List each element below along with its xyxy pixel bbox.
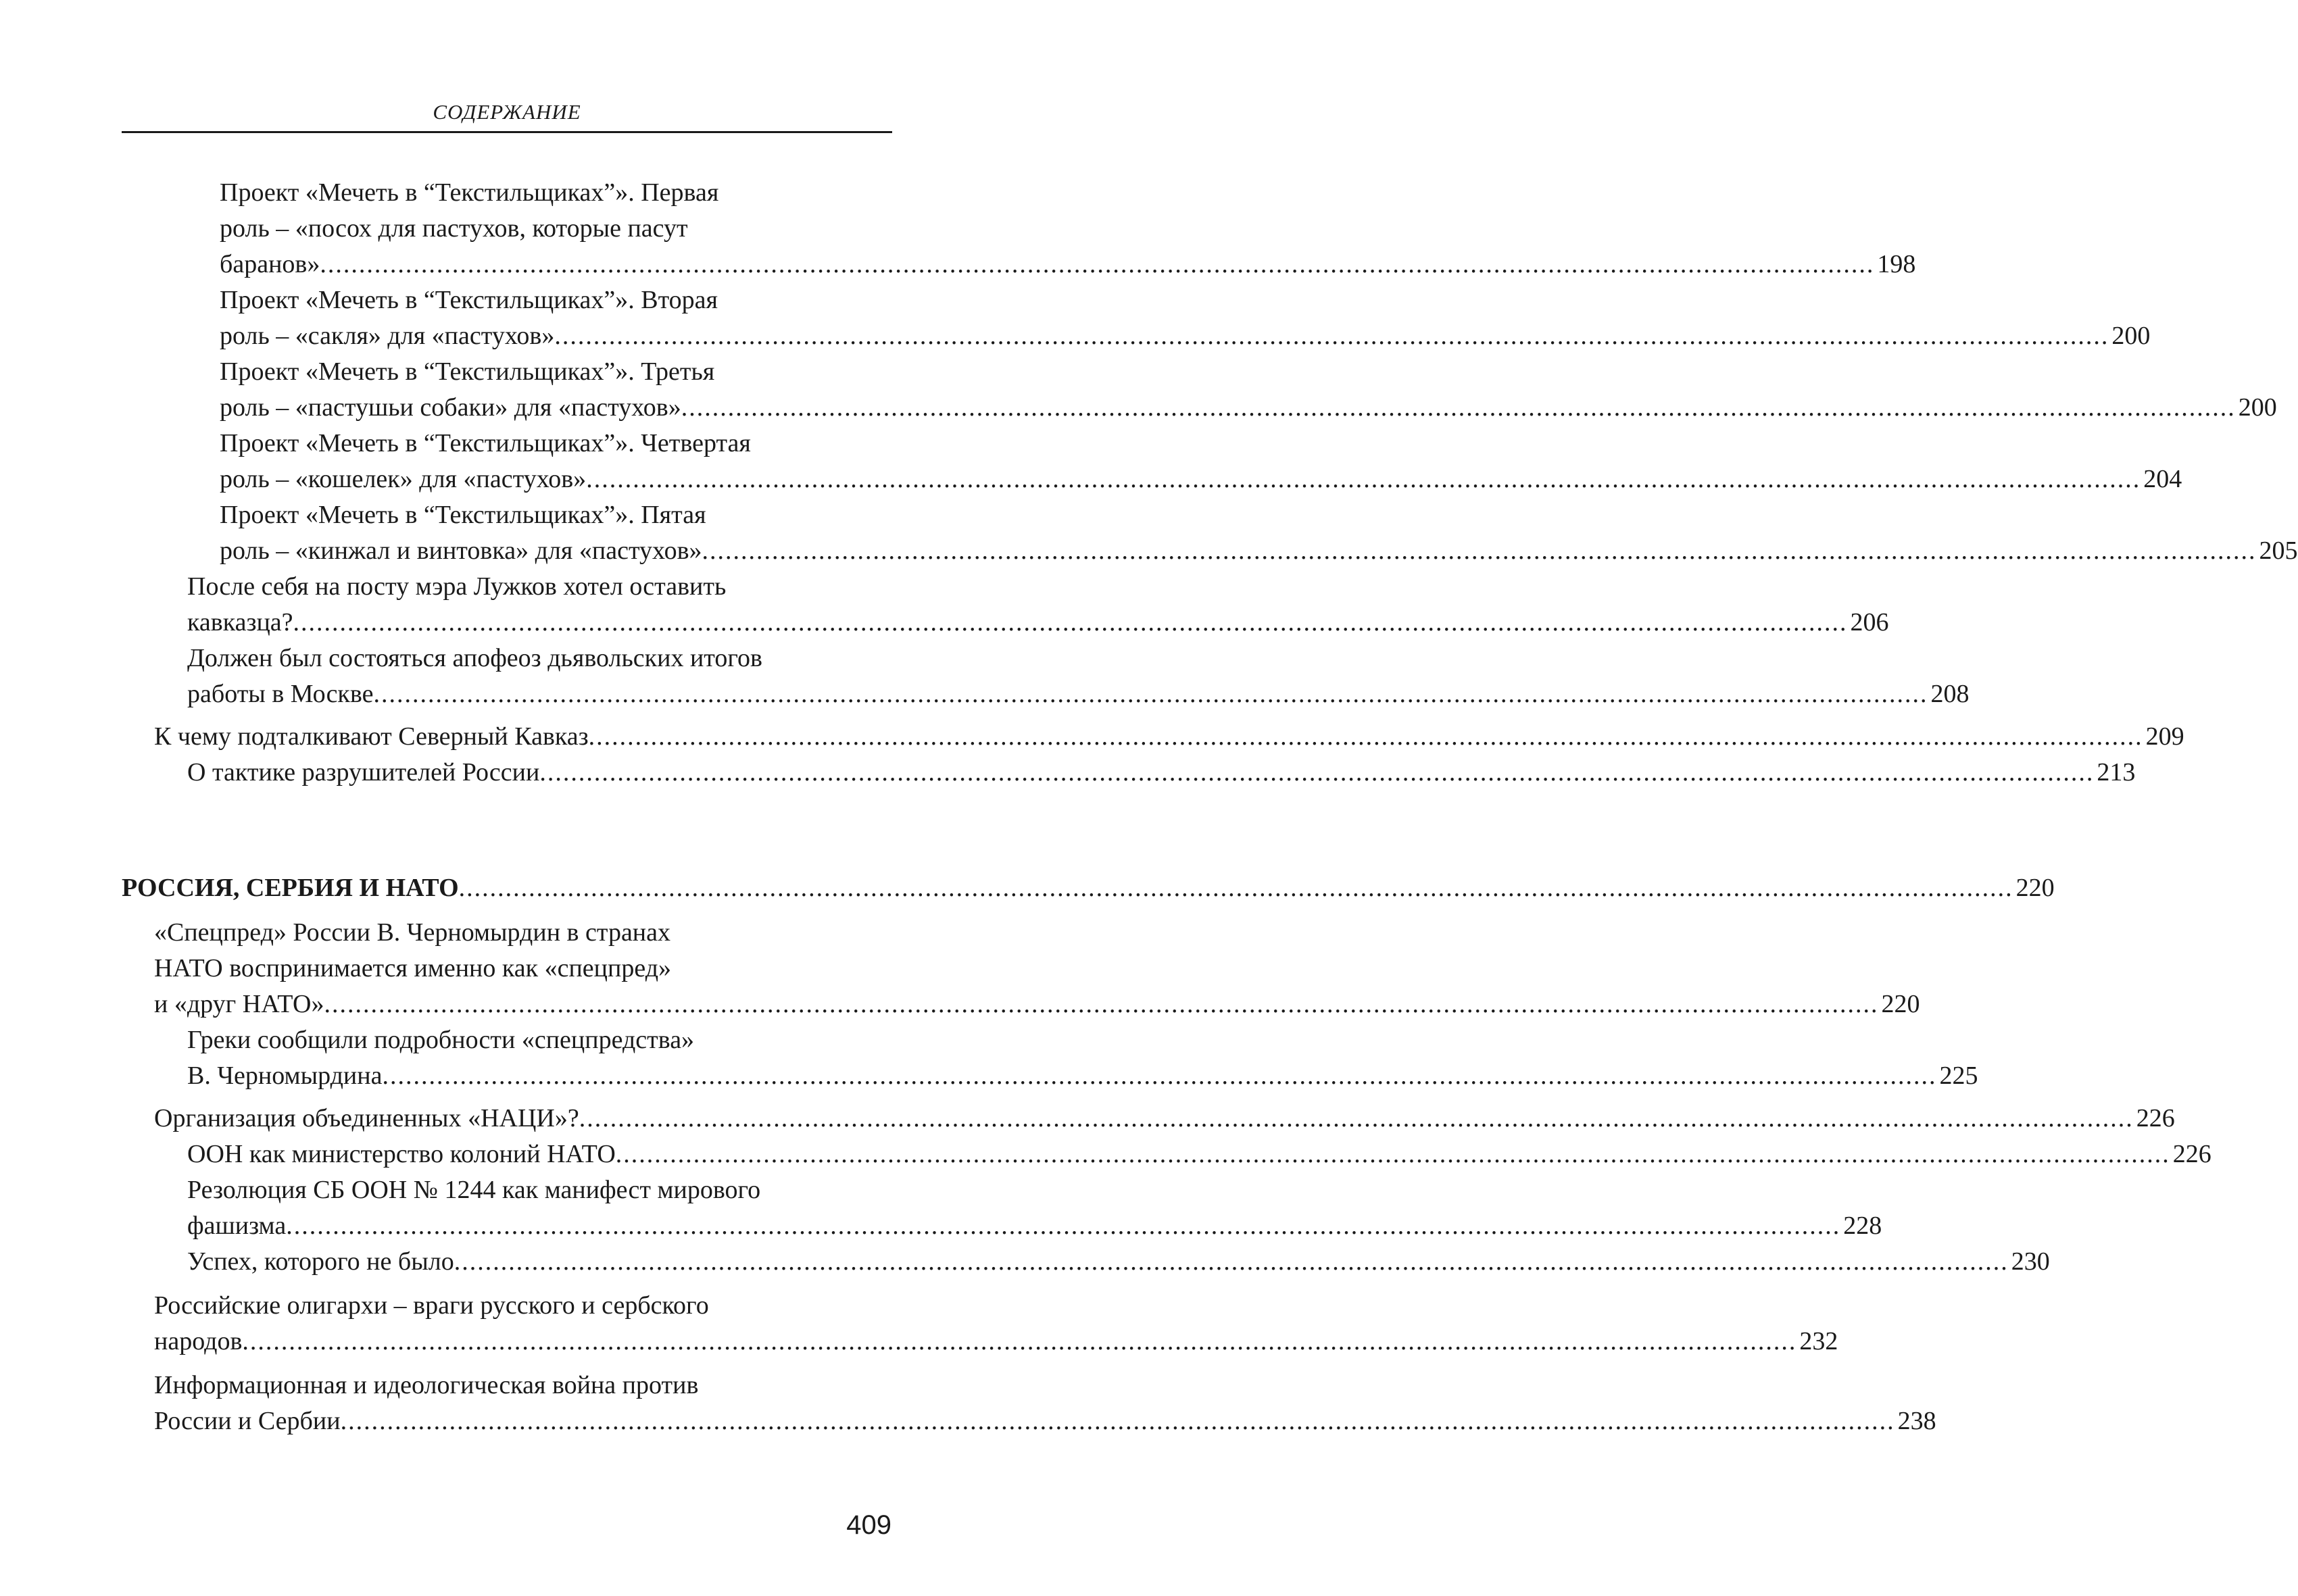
toc-entry bbox=[220, 354, 2277, 426]
toc-entry-title: Успех, которого не было bbox=[187, 1247, 454, 1276]
leader-dots: ........................................................................................................................................................................................................ bbox=[340, 1407, 1895, 1435]
leader-dots: ........................................................................................................................................................................................................ bbox=[382, 1062, 1937, 1090]
toc-entry bbox=[187, 755, 2136, 791]
toc-entry-title: фашизма bbox=[187, 1212, 287, 1240]
toc-entry-line: Проект «Мечеть в “Текстильщиках”». Четвертая bbox=[220, 429, 751, 457]
toc-entry-title: России и Сербии bbox=[154, 1407, 341, 1435]
toc-entry bbox=[154, 1101, 2175, 1137]
toc-page-number: 226 bbox=[2172, 1140, 2211, 1168]
toc-entry-title: В. Черномырдина bbox=[187, 1062, 383, 1090]
running-header: СОДЕРЖАНИЕ bbox=[433, 100, 581, 124]
toc-entry bbox=[220, 426, 2182, 497]
toc-page-number: 225 bbox=[1939, 1062, 1978, 1090]
toc-entry-line: Проект «Мечеть в “Текстильщиках”». Вторая bbox=[220, 286, 718, 314]
leader-dots: ........................................................................................................................................................................................................ bbox=[242, 1327, 1797, 1355]
toc-page-number: 238 bbox=[1897, 1407, 1936, 1435]
toc-entry-title: баранов» bbox=[220, 250, 320, 278]
leader-dots: ........................................................................................................................................................................................................ bbox=[458, 874, 2013, 902]
toc-entry-title: роль – «сакля» для «пастухов» bbox=[220, 322, 555, 350]
toc-entry-line: НАТО воспринимается именно как «спецпред» bbox=[154, 954, 672, 982]
toc-section-heading bbox=[122, 870, 2055, 906]
toc-entry bbox=[187, 1172, 1882, 1244]
toc-page-number: 200 bbox=[2238, 393, 2277, 422]
toc-page-number: 198 bbox=[1877, 250, 1916, 278]
toc-page-number: 213 bbox=[2097, 758, 2136, 787]
toc-page-number: 200 bbox=[2111, 322, 2151, 350]
toc-entry-line: Резолюция СБ ООН № 1244 как манифест мирового bbox=[187, 1176, 761, 1204]
leader-dots: ........................................................................................................................................................................................................ bbox=[579, 1104, 2134, 1132]
header-rule bbox=[122, 131, 892, 133]
toc-page-number: 226 bbox=[2136, 1104, 2175, 1132]
toc-entry-line: Российские олигархи – враги русского и сербского bbox=[154, 1291, 709, 1320]
toc-entry-line: Проект «Мечеть в “Текстильщиках”». Пятая bbox=[220, 501, 706, 529]
leader-dots: ........................................................................................................................................................................................................ bbox=[615, 1140, 2170, 1168]
page-number: 409 bbox=[846, 1510, 891, 1540]
toc-entry-title: О тактике разрушителей России bbox=[187, 758, 540, 787]
leader-dots: ........................................................................................................................................................................................................ bbox=[324, 990, 1879, 1018]
toc-entry bbox=[187, 1137, 2211, 1172]
toc-entry-title: и «друг НАТО» bbox=[154, 990, 324, 1018]
toc-entry bbox=[154, 719, 2184, 755]
toc-page-number: 230 bbox=[2011, 1247, 2050, 1276]
toc-entry-line: Греки сообщили подробности «спецпредства» bbox=[187, 1026, 695, 1054]
toc-entry bbox=[187, 641, 1970, 712]
leader-dots: ........................................................................................................................................................................................................ bbox=[681, 393, 2236, 422]
leader-dots: ........................................................................................................................................................................................................ bbox=[539, 758, 2095, 787]
toc-entry-line: Информационная и идеологическая война против bbox=[154, 1371, 699, 1399]
toc-entry-title: ООН как министерство колоний НАТО bbox=[187, 1140, 616, 1168]
toc-entry-title: роль – «пастушьи собаки» для «пастухов» bbox=[220, 393, 681, 422]
toc-entry-title: Организация объединенных «НАЦИ»? bbox=[154, 1104, 579, 1132]
toc-entry-title: кавказца? bbox=[187, 608, 293, 637]
leader-dots: ........................................................................................................................................................................................................ bbox=[293, 608, 1848, 637]
toc-entry bbox=[220, 175, 1916, 282]
toc-entry bbox=[220, 282, 2151, 354]
leader-dots: ........................................................................................................................................................................................................ bbox=[320, 250, 1875, 278]
toc-entry-line: роль – «посох для пастухов, которые пасут bbox=[220, 214, 688, 243]
toc-page-number: 220 bbox=[1881, 990, 1920, 1018]
toc-entry-title: К чему подталкивают Северный Кавказ bbox=[154, 722, 589, 751]
leader-dots: ........................................................................................................................................................................................................ bbox=[702, 537, 2257, 565]
leader-dots: ........................................................................................................................................................................................................ bbox=[454, 1247, 2009, 1276]
toc-entry bbox=[154, 1368, 1936, 1439]
toc-entry-title: роль – «кошелек» для «пастухов» bbox=[220, 465, 587, 493]
toc-entry bbox=[154, 1288, 1838, 1360]
toc-page-number: 209 bbox=[2145, 722, 2184, 751]
leader-dots: ........................................................................................................................................................................................................ bbox=[554, 322, 2109, 350]
toc-entry bbox=[187, 569, 1889, 641]
leader-dots: ........................................................................................................................................................................................................ bbox=[373, 680, 1928, 708]
toc-page-number: 232 bbox=[1799, 1327, 1838, 1355]
toc-entry bbox=[187, 1022, 1978, 1094]
leader-dots: ........................................................................................................................................................................................................ bbox=[286, 1212, 1841, 1240]
toc-entry-title: работы в Москве bbox=[187, 680, 374, 708]
toc-entry-line: Должен был состояться апофеоз дьявольских итогов bbox=[187, 644, 762, 672]
toc-entry-title: роль – «кинжал и винтовка» для «пастухов» bbox=[220, 537, 702, 565]
toc-entry-line: После себя на посту мэра Лужков хотел оставить bbox=[187, 572, 727, 601]
toc-page-number: 204 bbox=[2143, 465, 2182, 493]
toc-entry-line: «Спецпред» России В. Черномырдин в странах bbox=[154, 918, 671, 947]
toc-entry bbox=[220, 497, 2298, 569]
toc-entry-line: Проект «Мечеть в “Текстильщиках”». Первая bbox=[220, 178, 719, 207]
toc-entry-title: РОССИЯ, СЕРБИЯ И НАТО bbox=[122, 874, 459, 902]
toc-page-number: 206 bbox=[1850, 608, 1889, 637]
leader-dots: ........................................................................................................................................................................................................ bbox=[588, 722, 2143, 751]
toc-entry-title: народов bbox=[154, 1327, 243, 1355]
toc-page-number: 228 bbox=[1843, 1212, 1882, 1240]
leader-dots: ........................................................................................................................................................................................................ bbox=[586, 465, 2141, 493]
toc-entry bbox=[154, 915, 1920, 1022]
toc-entry bbox=[187, 1244, 2050, 1280]
toc-entry-line: Проект «Мечеть в “Текстильщиках”». Третья bbox=[220, 357, 715, 386]
toc-page-number: 208 bbox=[1930, 680, 1970, 708]
toc-page-number: 205 bbox=[2259, 537, 2298, 565]
toc-page-number: 220 bbox=[2015, 874, 2055, 902]
